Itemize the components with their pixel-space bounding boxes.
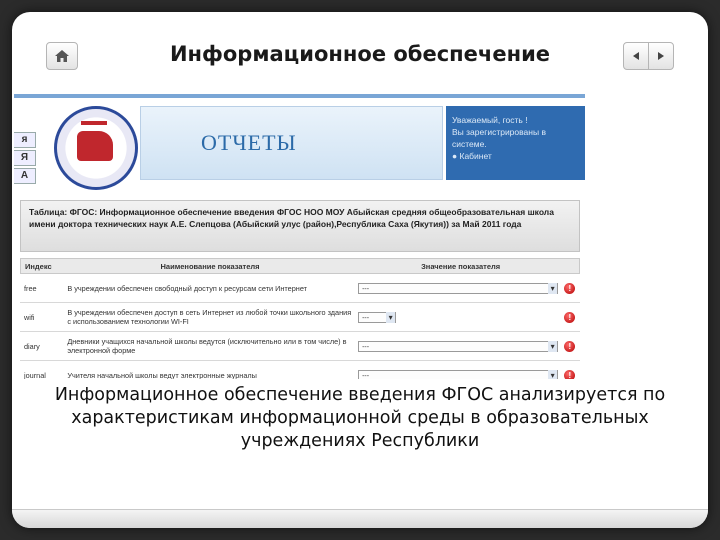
table-row (20, 303, 580, 332)
column-header-value: Значение показателя (421, 261, 501, 271)
cabinet-link[interactable]: ● Кабинет (452, 151, 492, 161)
value-select[interactable]: --- ▾ (358, 370, 558, 381)
column-header-index: Индекс (25, 261, 52, 271)
user-info-box (446, 106, 585, 180)
value-select[interactable]: --- ▾ (358, 283, 558, 294)
table-header (20, 258, 580, 274)
left-tab[interactable]: я (14, 132, 36, 148)
slide-title: Информационное обеспечение (169, 42, 551, 66)
table-row (20, 274, 580, 303)
left-tab[interactable]: А (14, 168, 36, 184)
left-tab[interactable]: Я (14, 150, 36, 166)
value-select[interactable]: --- ▾ (358, 312, 396, 323)
row-name: В учреждении обеспечен свободный доступ к ресурсам сети Интернет (67, 283, 307, 293)
warning-icon: ! (564, 341, 575, 352)
triangle-left-icon (631, 51, 641, 61)
warning-icon: ! (564, 370, 575, 381)
left-tab-strip (14, 132, 36, 186)
site-header (14, 94, 585, 200)
user-status: Вы зарегистрированы в системе. (452, 127, 546, 149)
reports-banner (140, 106, 443, 180)
row-index: journal (24, 370, 46, 380)
republic-emblem (54, 106, 138, 190)
value-select[interactable]: --- ▾ (358, 341, 558, 352)
table-row (20, 332, 580, 361)
table-caption: Таблица: ФГОС: Информационное обеспечение введения ФГОС НОО МОУ Абыйская средняя общеобразовательная школа имени доктора технических наук А.Е. Слепцова (Абыйский улус (район),Республика Саха (Якутия)) за Май 2011 года (20, 200, 580, 252)
row-name: Дневники учащихся начальной школы ведутся (исключительно или в том числе) в электронной форме (67, 337, 347, 355)
row-index: diary (24, 341, 40, 351)
row-name: В учреждении обеспечен доступ в сеть Интернет из любой точки школьного здания с использованием технологии WI-FI (67, 308, 352, 326)
prev-slide-button[interactable] (624, 43, 649, 69)
user-greeting: Уважаемый, гость ! (452, 115, 528, 125)
indicator-table (20, 258, 580, 390)
warning-icon: ! (564, 312, 575, 323)
slide-navigation (623, 42, 674, 70)
reports-heading: ОТЧЕТЫ (201, 130, 297, 155)
column-header-name: Наименование показателя (160, 261, 260, 271)
row-index: wifi (24, 312, 35, 322)
row-index: free (24, 283, 37, 293)
triangle-right-icon (656, 51, 666, 61)
slide-caption: Информационное обеспечение введения ФГОС анализируется по характеристикам информационной среды в образовательных учреждениях Республики (54, 385, 666, 451)
row-name: Учителя начальной школы ведут электронные журналы (67, 370, 257, 380)
slide (12, 12, 708, 528)
next-slide-button[interactable] (649, 43, 673, 69)
warning-icon: ! (564, 283, 575, 294)
